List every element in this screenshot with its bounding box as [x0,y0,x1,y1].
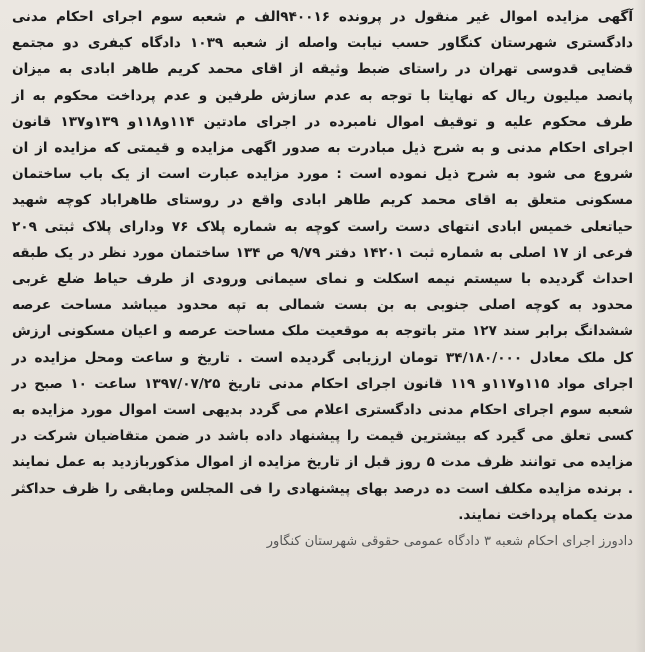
paper-edge-shadow [635,0,645,652]
auction-notice-text: آگهی مزایده اموال غیر منقول در پرونده ۹۴۰۰۱۶الف م شعبه سوم اجرای احکام مدنی دادگستری شهرستان کنگاور حسب نیابت واصله از شعبه ۱۰۳۹ دادگاه کیفری دو مجتمع قضایی قدوسی تهران در راستای ضبط وثیقه از اقای محمد کریم طاهر ابادی به میزان پانصد میلیون ریال که نهایتا با توجه به عدم سازش طرفین و عدم پرداخت محکوم به از طرف محکوم علیه و توقیف اموال نامبرده در اجرای مادتین ۱۱۴و۱۱۸و ۱۳۹و۱۳۷ قانون اجرای احکام مدنی و به شرح ذیل مبادرت به صدور اگهی مزایده و قیمتی که مزایده از ان شروع می شود به شرح ذیل نموده است : مورد مزایده عبارت است از یک باب ساختمان مسکونی متعلق به اقای محمد کریم طاهر ابادی واقع در روستای طاهراباد کوچه شهید حیاتعلی خمیس ابادی انتهای دست راست کوچه به شماره پلاک ۷۶ ودارای پلاک ثبتی ۲۰۹ فرعی از ۱۷ اصلی به شماره ثبت ۱۴۲۰۱ دفتر ۹/۷۹ ص ۱۳۴ ساختمان مورد نظر در یک طبقه احداث گردیده با سیستم نیمه اسکلت و نمای سیمانی ورودی از طرف حیاط ضلع غربی محدود به کوچه اصلی جنوبی به بن بست شمالی به تپه محدود میباشد مساحت عرصه ششدانگ برابر سند ۱۲۷ متر باتوجه به موقعیت ملک مساحت عرصه و اعیان مسکونی ارزش کل ملک معادل ۳۴/۱۸۰/۰۰۰ تومان ارزیابی گردیده است . تاریخ و ساعت ومحل مزایده در اجرای مواد ۱۱۵و۱۱۷و ۱۱۹ قانون اجرای احکام مدنی تاریخ ۱۳۹۷/۰۷/۲۵ ساعت ۱۰ صبح در شعبه سوم اجرای احکام مدنی دادگستری اعلام می گردد بدیهی است اموال مورد مزایده به کسی تعلق می گیرد که بیشترین قیمت را پیشنهاد داده باشد در ضمن متقاضیان شرکت در مزایده می توانند ظرف مدت ۵ روز قبل از تاریخ مزایده از اموال مذکوربازدید به عمل نمایند . برنده مزایده مکلف است ده درصد بهای پیشنهادی را فی المجلس ومابقی را ظرف حداکثر مدت یکماه پرداخت نمایند. [12,9,634,523]
notice-signature: دادورز اجرای احکام شعبه ۳ دادگاه عمومی حقوقی شهرستان کنگاور [266,534,633,550]
